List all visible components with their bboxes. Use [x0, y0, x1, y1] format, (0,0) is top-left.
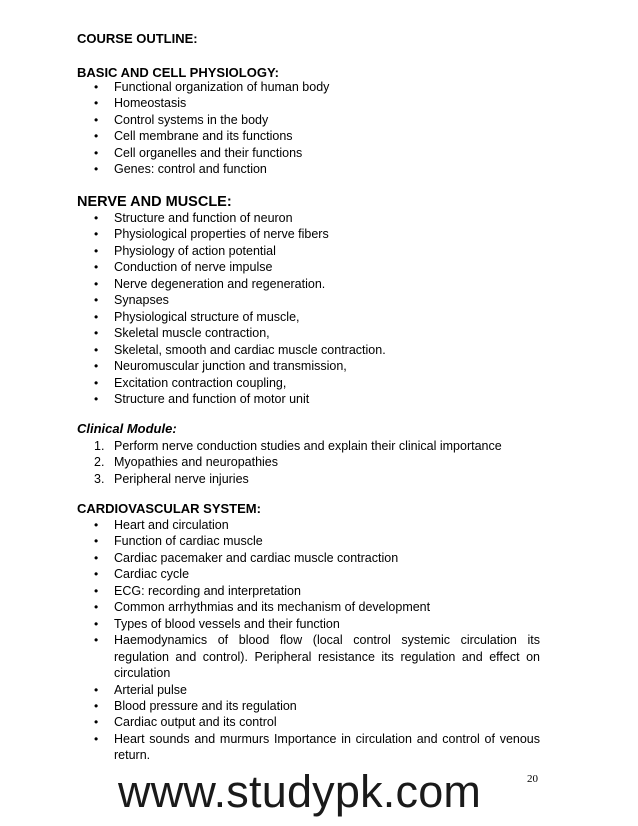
list-item: • Functional organization of human body — [0, 79, 540, 95]
list-basic — [0, 79, 540, 178]
list-nerve — [0, 210, 540, 407]
list-item: • Conduction of nerve impulse — [0, 259, 540, 275]
list-item: • ECG: recording and interpretation — [0, 583, 540, 599]
section-heading-clinical: Clinical Module: — [77, 421, 177, 436]
list-item: • Types of blood vessels and their function — [0, 616, 540, 632]
list-item — [0, 471, 540, 487]
list-item — [0, 438, 540, 454]
list-item: • Blood pressure and its regulation — [0, 698, 540, 714]
list-clinical — [0, 438, 540, 487]
list-item: • Genes: control and function — [0, 161, 540, 177]
list-item: • Cardiac pacemaker and cardiac muscle contraction — [0, 550, 540, 566]
list-item: • Control systems in the body — [0, 112, 540, 128]
list-item: • Heart and circulation — [0, 517, 540, 533]
item-number: 3. — [94, 471, 105, 486]
list-item: • Skeletal, smooth and cardiac muscle contraction. — [0, 342, 540, 358]
list-item: • Common arrhythmias and its mechanism of development — [0, 599, 540, 615]
list-item: • Structure and function of neuron — [0, 210, 540, 226]
item-number: 2. — [94, 455, 105, 470]
section-heading-nerve: NERVE AND MUSCLE: — [77, 194, 232, 210]
list-item: • Physiological structure of muscle, — [0, 309, 540, 325]
list-item: • Heart sounds and murmurs Importance in circulation and control of venous return. — [0, 731, 540, 764]
list-item: • Cardiac cycle — [0, 566, 540, 582]
item-text: Myopathies and neuropathies — [114, 455, 279, 470]
list-item: • Physiological properties of nerve fibers — [0, 226, 540, 242]
list-item: • Nerve degeneration and regeneration. — [0, 276, 540, 292]
list-item: • Neuromuscular junction and transmission, — [0, 358, 540, 374]
list-item: • Structure and function of motor unit — [0, 391, 540, 407]
list-item: • Cell membrane and its functions — [0, 128, 540, 144]
section-heading-basic: BASIC AND CELL PHYSIOLOGY: — [77, 65, 279, 80]
list-item: • Homeostasis — [0, 95, 540, 111]
list-item: • Cardiac output and its control — [0, 714, 540, 730]
page-number: 20 — [527, 773, 538, 785]
item-number: 1. — [94, 439, 105, 453]
list-cardio — [0, 517, 540, 764]
list-item: • Arterial pulse — [0, 682, 540, 698]
list-item: • Skeletal muscle contraction, — [0, 325, 540, 341]
list-item: • Excitation contraction coupling, — [0, 375, 540, 391]
section-heading-cardio: CARDIOVASCULAR SYSTEM: — [77, 501, 261, 516]
list-item — [0, 454, 540, 470]
list-item: • Physiology of action potential — [0, 243, 540, 259]
watermark-url: www.studypk.com — [118, 766, 482, 817]
item-text: Peripheral nerve injuries — [114, 471, 249, 486]
list-item: • Haemodynamics of blood flow (local control systemic circulation its regulation and control). Peripheral resistance its regulation and effect on circulation — [0, 632, 540, 681]
item-text: Perform nerve conduction studies and explain their clinical importance — [114, 439, 502, 453]
page-title: COURSE OUTLINE: — [77, 31, 198, 46]
list-item: • Function of cardiac muscle — [0, 533, 540, 549]
list-item: • Cell organelles and their functions — [0, 145, 540, 161]
list-item: • Synapses — [0, 292, 540, 308]
